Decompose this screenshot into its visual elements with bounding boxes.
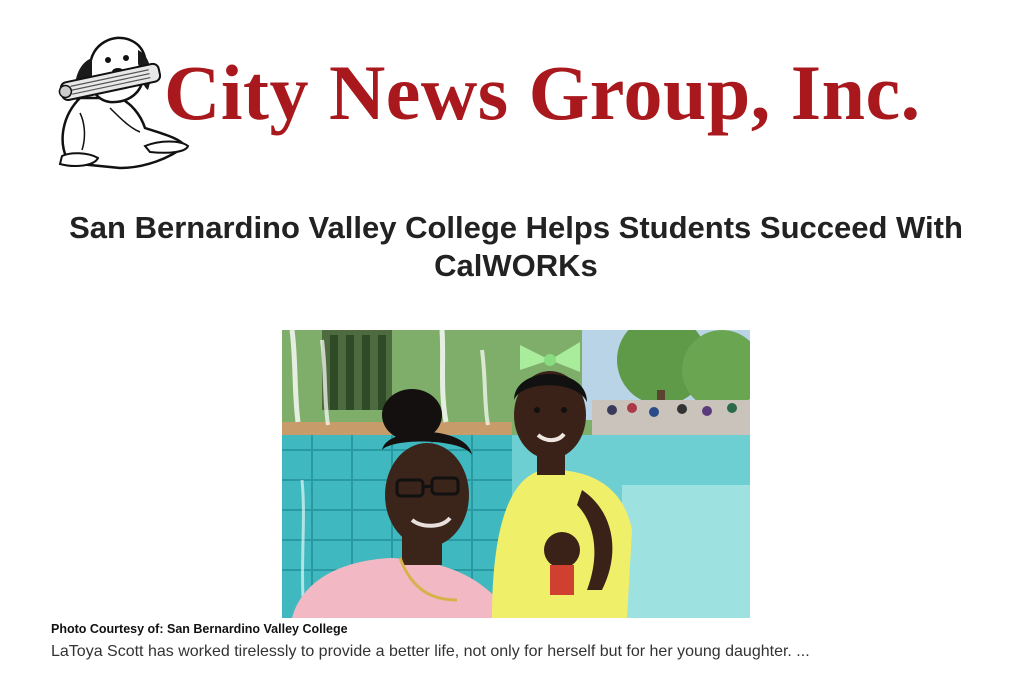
photo-credit	[51, 622, 348, 636]
photo-credit-source: San Bernardino Valley College	[166, 622, 348, 636]
masthead[interactable]	[50, 28, 980, 178]
article-headline[interactable]: San Bernardino Valley College Helps Students Succeed With CalWORKs	[69, 210, 963, 283]
publication-wordmark[interactable]: City News Group, Inc.	[164, 49, 921, 136]
article-excerpt[interactable]: LaToya Scott has worked tirelessly to provide a better life, not only for herself but for her young daughter. ...	[51, 643, 810, 660]
photo-credit-label: Photo Courtesy of:	[51, 622, 164, 636]
mother-and-daughter-photo	[282, 330, 750, 618]
